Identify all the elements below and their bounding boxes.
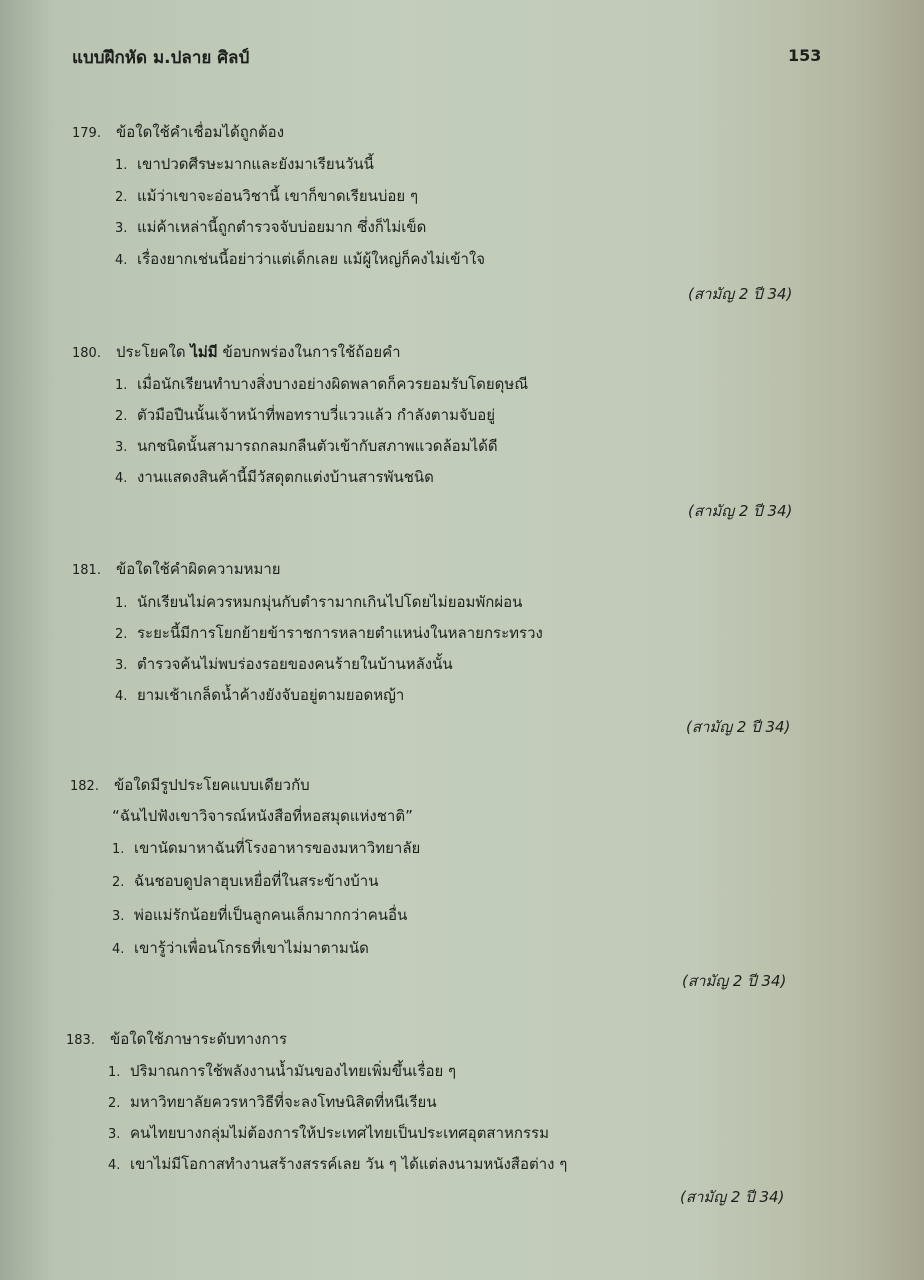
question-stem [72, 340, 401, 364]
option-number: 4. [112, 942, 125, 957]
option-4 [115, 683, 404, 707]
option-text: ฉันชอบดูปลาฮุบเหยื่อที่ในสระข้างบ้าน [134, 872, 379, 890]
option-1 [115, 152, 374, 176]
page-header-title: แบบฝึกหัด ม.ปลาย ศิลป์ [72, 48, 250, 68]
option-text: งานแสดงสินค้านี้มีวัสดุตกแต่งบ้านสารพันชนิด [137, 468, 434, 486]
option-2 [115, 621, 543, 645]
option-text: นกชนิดนั้นสามารถกลมกลืนตัวเข้ากับสภาพแวดล้อมได้ดี [137, 437, 498, 455]
option-number: 1. [115, 378, 128, 393]
option-text: แม่ค้าเหล่านี้ถูกตำรวจจับบ่อยมาก ซึ่งก็ไม่เข็ด [137, 218, 427, 236]
option-text: พ่อแม่รักน้อยที่เป็นลูกคนเล็กมากกว่าคนอื่น [134, 906, 408, 924]
option-3 [115, 434, 498, 458]
option-3 [112, 903, 407, 927]
option-text: ปริมาณการใช้พลังงานน้ำมันของไทยเพิ่มขึ้นเรื่อย ๆ [130, 1062, 457, 1080]
option-number: 2. [112, 875, 125, 890]
option-2 [115, 403, 495, 427]
question-text-after: ข้อบกพร่องในการใช้ถ้อยคำ [217, 343, 401, 361]
question-number: 182. [70, 779, 99, 794]
page-number: 153 [788, 46, 822, 65]
question-text-emphasis: ไม่มี [190, 343, 218, 361]
option-number: 2. [115, 409, 128, 424]
option-number: 4. [115, 253, 128, 268]
option-number: 4. [115, 471, 128, 486]
option-4 [112, 936, 369, 960]
question-quote: “ฉันไปฟังเขาวิจารณ์หนังสือที่หอสมุดแห่งชาติ” [112, 807, 413, 825]
option-text: ยามเช้าเกล็ดน้ำค้างยังจับอยู่ตามยอดหญ้า [137, 686, 405, 704]
question-stem [66, 1027, 287, 1051]
option-1 [115, 590, 522, 614]
option-text: นักเรียนไม่ควรหมกมุ่นกับตำรามากเกินไปโดยไม่ยอมพักผ่อน [137, 593, 523, 611]
option-text: เขาปวดศีรษะมากและยังมาเรียนวันนี้ [137, 155, 374, 173]
question-stem [72, 120, 284, 144]
option-4 [115, 247, 485, 271]
option-3 [115, 215, 426, 239]
question-source: (สามัญ 2 ปี 34) [688, 285, 793, 303]
option-text: ตัวมือปืนนั้นเจ้าหน้าที่พอทราบวี่แววแล้ว กำลังตามจับอยู่ [137, 406, 496, 424]
option-3 [115, 652, 453, 676]
option-number: 2. [115, 190, 128, 205]
question-text: ข้อใดใช้ภาษาระดับทางการ [110, 1030, 288, 1048]
option-4 [108, 1152, 567, 1176]
question-source: (สามัญ 2 ปี 34) [686, 718, 791, 736]
option-3 [108, 1121, 549, 1145]
option-text: เขานัดมาหาฉันที่โรงอาหารของมหาวิทยาลัย [134, 839, 421, 857]
option-number: 3. [115, 221, 128, 236]
option-number: 1. [115, 596, 128, 611]
question-number: 181. [72, 563, 101, 578]
option-number: 3. [108, 1127, 121, 1142]
option-text: เขาไม่มีโอกาสทำงานสร้างสรรค์เลย วัน ๆ ได้แต่ลงนามหนังสือต่าง ๆ [130, 1155, 568, 1173]
option-text: เมื่อนักเรียนทำบางสิ่งบางอย่างผิดพลาดก็ควรยอมรับโดยดุษณี [137, 375, 529, 393]
option-number: 3. [112, 909, 125, 924]
question-source: (สามัญ 2 ปี 34) [680, 1188, 785, 1206]
option-number: 3. [115, 440, 128, 455]
option-1 [112, 836, 420, 860]
option-2 [115, 184, 418, 208]
option-1 [115, 372, 528, 396]
option-number: 3. [115, 658, 128, 673]
question-stem [70, 773, 310, 797]
option-text: ตำรวจค้นไม่พบร่องรอยของคนร้ายในบ้านหลังนั้น [137, 655, 453, 673]
question-number: 183. [66, 1033, 95, 1048]
option-4 [115, 465, 434, 489]
question-text-before: ประโยคใด [116, 343, 191, 361]
option-text: เรื่องยากเช่นนี้อย่าว่าแต่เด็กเลย แม้ผู้ใหญ่ก็คงไม่เข้าใจ [137, 250, 486, 268]
option-2 [112, 869, 378, 893]
option-number: 2. [108, 1096, 121, 1111]
question-text: ข้อใดมีรูปประโยคแบบเดียวกับ [114, 776, 310, 794]
option-text: แม้ว่าเขาจะอ่อนวิชานี้ เขาก็ขาดเรียนบ่อย ๆ [137, 187, 419, 205]
option-number: 1. [108, 1065, 121, 1080]
question-stem [72, 557, 281, 581]
option-number: 4. [108, 1158, 121, 1173]
option-number: 1. [115, 158, 128, 173]
option-text: เขารู้ว่าเพื่อนโกรธที่เขาไม่มาตามนัด [134, 939, 369, 957]
question-text: ข้อใดใช้คำเชื่อมได้ถูกต้อง [116, 123, 285, 141]
option-number: 1. [112, 842, 125, 857]
option-2 [108, 1090, 437, 1114]
option-number: 2. [115, 627, 128, 642]
option-text: ระยะนี้มีการโยกย้ายข้าราชการหลายตำแหน่งในหลายกระทรวง [137, 624, 543, 642]
question-source: (สามัญ 2 ปี 34) [688, 502, 793, 520]
question-source: (สามัญ 2 ปี 34) [682, 972, 787, 990]
option-text: คนไทยบางกลุ่มไม่ต้องการให้ประเทศไทยเป็นประเทศอุตสาหกรรม [130, 1124, 549, 1142]
option-text: มหาวิทยาลัยควรหาวิธีที่จะลงโทษนิสิตที่หนีเรียน [130, 1093, 437, 1111]
question-number: 180. [72, 346, 101, 361]
question-number: 179. [72, 126, 101, 141]
question-text: ข้อใดใช้คำผิดความหมาย [116, 560, 281, 578]
option-1 [108, 1059, 456, 1083]
option-number: 4. [115, 689, 128, 704]
